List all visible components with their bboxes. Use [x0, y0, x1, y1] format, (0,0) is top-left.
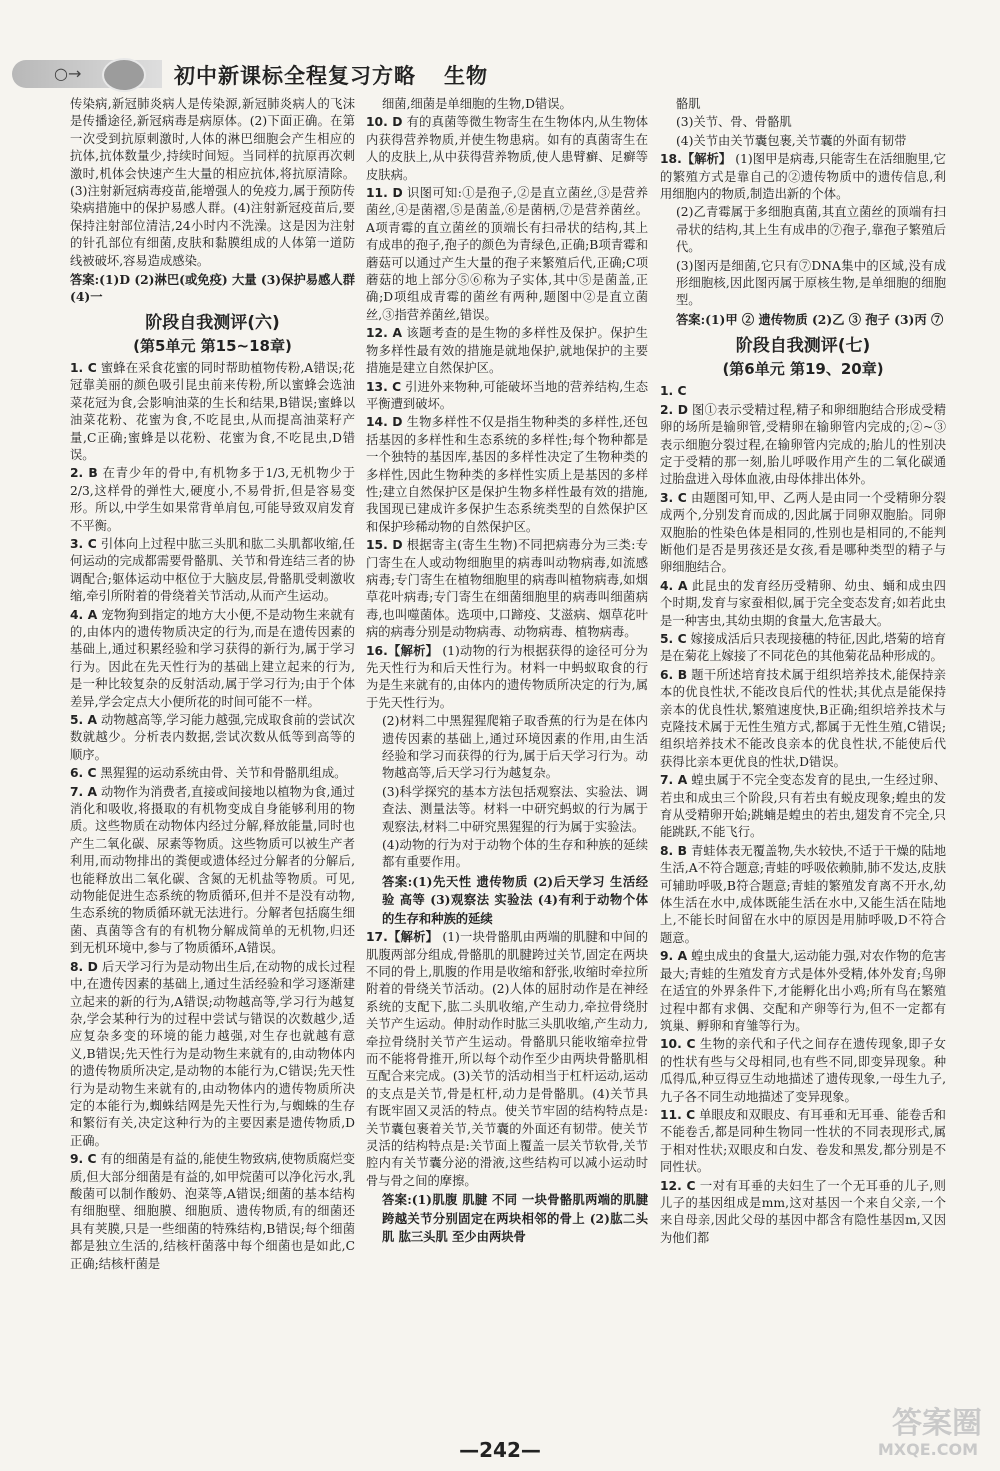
item-text: 题干所述培育技术属于组织培养技术,能保持亲本的优良性状,不能改良后代的性状;其优点是能保持亲本的优良性状,繁殖速度快,B正确;组织培养技术与克隆技术属于无性生殖方式,都属于无性生殖,C错误;组织培养技术不能改良亲本的优良性状,不能使后代获得比亲本更优良的性状,D错误。 — [660, 667, 946, 769]
item-number: 3. C — [660, 490, 687, 505]
item-number: 8. D — [70, 959, 98, 974]
item-text: 后天学习行为是动物出生后,在动物的成长过程中,在遗传因素的基础上,通过生活经验和学习逐渐建立起来的新的行为,A错误;动物越高等,学习行为越复杂,学会某种行为的过程中尝试与错误的次数越少,适应复杂多变的环境的能力越强,对生存也就越有意义,B错误;先天性行为是动物生来就有的,由动物体内的遗传物质所决定,是动物的本能行为,C错误;先天性行为是动物生来就有的,由动物体内的遗传物质所决定的本能行为,蜘蛛结网是先天性行为,与蜘蛛的生存和繁衍有关,决定这种行为的主要因素是遗传物质,D正确。 — [70, 959, 355, 1148]
answer-line: 答案:(1)D (2)淋巴(或免疫) 大量 (3)保护易感人群 (4)一 — [70, 272, 355, 305]
item-text: (2)乙青霉属于多细胞真菌,其直立菌丝的顶端有扫帚状的结构,其上生有成串的⑦孢子,靠孢子繁殖后代。 — [676, 205, 946, 255]
answer-item — [70, 607, 355, 711]
item-number: 6. C — [70, 766, 97, 781]
answer-item — [70, 712, 355, 764]
item-text: 单眼皮和双眼皮、有耳垂和无耳垂、能卷舌和不能卷舌,都是同种生物同一性状的不同表现形式,属于相对性状;双眼皮和白发、卷发和黑发,都分别是不同性状。 — [660, 1107, 946, 1175]
item-number: 17.【解析】 — [366, 930, 439, 945]
section-subtitle-6: (第5单元 第15~18章) — [133, 336, 292, 355]
item-number: 7. A — [660, 773, 688, 788]
answer-item — [366, 537, 648, 641]
answer-item — [70, 765, 355, 782]
watermark-logo: 答案圈 — [892, 1406, 982, 1441]
answer-item — [366, 114, 648, 184]
answer-item — [660, 114, 946, 131]
book-title: 初中新课标全程复习方略 — [174, 64, 416, 88]
item-text: 有的细菌是有益的,能使生物致病,使物质腐烂变质,但大部分细菌是有益的,如甲烷菌可以净化污水,乳酸菌可以制作酸奶、泡菜等,A错误;细菌的基本结构有细胞壁、细胞膜、细胞质、遗传物质,有的细菌还具有荚膜,只是一些细菌的特殊结构,B错误;每个细菌都是独立生活的,结核杆菌落中每个细菌也是如此,C正确;结核杆菌是 — [70, 1152, 355, 1271]
item-text: 图①表示受精过程,精子和卵细胞结合形成受精卵的场所是输卵管,受精卵在输卵管内完成的;②~③表示细胞分裂过程,在输卵管内完成的;胎儿的性别决定于受精的那一刻,胎儿呼吸作用产生的二氧化碳通过胎盘进入母体血液,由母体排出体外。 — [660, 402, 946, 487]
column-3 — [660, 96, 946, 1426]
item-number: 5. C — [660, 631, 687, 646]
item-number: 18.【解析】 — [660, 152, 732, 167]
question-list — [70, 360, 355, 1273]
answer-item — [660, 578, 946, 630]
item-number: 4. A — [70, 607, 98, 622]
answer-item — [366, 784, 648, 836]
item-text: 识图可知:①是孢子,②是直立菌丝,③是营养菌丝,④是菌褶,⑤是菌盖,⑥是菌柄,⑦是营养菌丝。A项青霉的直立菌丝的顶端长有扫帚状的结构,其上有成串的孢子,孢子的颜色为青绿色,正确;B项青霉和蘑菇可以通过产生大量的孢子来繁殖后代,正确;C项蘑菇的地上部分⑤⑥称为子实体,其中⑤是菌盖,正确;D项组成青霉的菌丝有两种,题图中②是直立菌丝,③指营养菌丝,错误。 — [366, 186, 648, 322]
item-number: 2. B — [70, 466, 98, 481]
answer-item — [366, 379, 648, 414]
answer-item — [660, 772, 946, 842]
item-number: 2. D — [660, 402, 688, 417]
item-text: 青蛙体表无覆盖物,失水较快,不适于干燥的陆地生活,A不符合题意;青蛙的呼吸依赖肺,肺不发达,皮肤可辅助呼吸,B符合题意;青蛙的繁殖发育离不开水,幼体生活在水中,成体既能生活在水中,又能生活在陆地上,不能长时间留在水中的原因是用肺呼吸,D不符合题意。 — [660, 843, 946, 945]
item-text: 嫁接成活后只表现接穗的特征,因此,塔菊的培育是在菊花上嫁接了不同花色的其他菊花品种形成的。 — [660, 631, 946, 664]
item-text: 引体向上过程中肱三头肌和肱二头肌都收缩,任何运动的完成都需要骨骼肌、关节和骨连结三者的协调配合;躯体运动中枢位于大脑皮层,骨骼肌受刺激收缩,牵引所附着的骨绕着关节活动,从而产生运动。 — [70, 536, 355, 604]
answer-item — [660, 258, 946, 310]
paragraph: 传染病,新冠肺炎病人是传染源,新冠肺炎病人的飞沫是传播途径,新冠病毒是病原体。(2)下面正确。在第一次受到抗原刺激时,人体的淋巴细胞会产生相应的抗体,抗体数量少,持续时间短。当同样的抗原再次刺激时,机体会快速产生大量的相应抗体,将抗原清除。(3)注射新冠病毒疫苗,能增强人的免疫力,属于预防传染病措施中的保护易感人群。(4)注射新冠疫苗后,要保持注射部位清洁,24小时内不洗澡。这是因为注射的针孔部位有细菌,皮肤和黏膜组成的人体第一道防线被破坏,容易造成感染。 — [70, 97, 355, 268]
item-text: 此昆虫的发育经历受精卵、幼虫、蛹和成虫四个时期,发育与家蚕相似,属于完全变态发育;如若此虫是一种害虫,其幼虫期的食量大,危害最大。 — [660, 578, 946, 628]
answer-item — [70, 536, 355, 606]
item-number: 1. C — [70, 360, 97, 375]
item-number: 11. C — [660, 1107, 696, 1122]
item-text: (4)关节由关节囊包裹,关节囊的外面有韧带 — [676, 133, 907, 148]
arrow-icon: ○→ — [54, 64, 82, 83]
item-number: 10. D — [366, 115, 403, 130]
item-number: 12. A — [366, 326, 403, 341]
answer-item — [366, 185, 648, 324]
item-text: (3)科学探究的基本方法包括观察法、实验法、调查法、测量法等。材料一中研究蚂蚁的行为属于观察法,材料二中研究黑猩猩的行为属于实验法。 — [382, 784, 648, 834]
answer-item — [366, 713, 648, 783]
answer-item — [660, 133, 946, 150]
item-text: 骼肌 — [676, 97, 701, 111]
item-number: 16.【解析】 — [366, 643, 439, 658]
answer-item — [660, 1178, 946, 1248]
answer-item — [366, 1191, 648, 1246]
answer-item — [660, 96, 946, 113]
answer-item — [660, 383, 946, 400]
item-text: 蜜蜂在采食花蜜的同时帮助植物传粉,A错误;花冠靠美丽的颜色吸引昆虫前来传粉,所以蜜蜂会选油菜花冠为食,会影响油菜的生长和结果,B错误;蜜蜂以油菜花粉、花蜜为食,不吃昆虫,从而提高油菜籽产量,C正确;蜜蜂是以花粉、花蜜为食,不吃昆虫,D错误。 — [70, 360, 355, 462]
answer-item — [660, 948, 946, 1035]
item-text: 在青少年的骨中,有机物多于1/3,无机物少于2/3,这样骨的弹性大,硬度小,不易骨折,但是容易变形。所以,中学生如果常背单肩包,可能导致双肩发育不平衡。 — [70, 466, 355, 533]
answer-item — [366, 837, 648, 872]
item-text: 生物的亲代和子代之间存在遗传现象,即子女的性状有些与父母相同,也有些不同,即变异现象。种瓜得瓜,种豆得豆生动地描述了遗传现象,一母生九子,九子各不同生动地描述了变异现象。 — [660, 1037, 946, 1104]
item-number: 5. A — [70, 713, 98, 727]
item-text: 该题考查的是生物的多样性及保护。保护生物多样性最有效的措施是就地保护,就地保护的主要措施是建立自然保护区。 — [366, 326, 648, 376]
item-text: 由题图可知,甲、乙两人是由同一个受精卵分裂成两个,分别发育而成的,因此属于同卵双胞胎。同卵双胞胎的性染色体是相同的,性别也是相同的,不能判断他们是否是男孩还是女孩,看是哪种类型的精子与卵细胞结合。 — [660, 490, 946, 575]
answer-item — [366, 96, 648, 113]
item-number: 12. C — [660, 1178, 696, 1193]
answer-item — [660, 402, 946, 489]
answer-item — [660, 204, 946, 256]
section-title-6: 阶段自我测评(六) — [145, 312, 280, 333]
item-number: 15. D — [366, 538, 403, 553]
answer-item — [660, 490, 946, 577]
answer-item — [70, 959, 355, 1150]
item-text: 答案:(1)先天性 遗传物质 (2)后天学习 生活经验 高等 (3)观察法 实验法 (4)有利于动物个体的生存和种族的延续 — [382, 873, 648, 926]
item-text: 宠物狗到指定的地方大小便,不是动物生来就有的,由体内的遗传物质决定的行为,而是在遗传因素的基础上,通过积累经验和学习获得的新行为,属于学习行为。因此在先天性行为的基础上建立起来的行为,是一种比较复杂的反射活动,属于学习行为;由于个体差异,学会定点大小便所花的时间可能不一样。 — [70, 607, 355, 709]
item-number: 11. D — [366, 186, 403, 201]
item-text: 动物越高等,学习能力越强,完成取食前的尝试次数就越少。分析表内数据,尝试次数从低等到高等的顺序。 — [70, 713, 355, 762]
item-text: 答案:(1)甲 ② 遗传物质 (2)乙 ③ 孢子 (3)丙 ⑦ — [676, 311, 944, 327]
answer-item — [70, 465, 355, 535]
answer-item — [70, 360, 355, 464]
item-number: 13. C — [366, 379, 402, 394]
item-number: 14. D — [366, 415, 403, 430]
answer-item — [70, 1151, 355, 1273]
subject-label: 生物 — [444, 64, 488, 88]
page-header — [12, 56, 988, 92]
item-number: 6. B — [660, 667, 688, 682]
item-text: (3)关节、骨、骨骼肌 — [676, 115, 792, 130]
item-text: 细菌,细菌是单细胞的生物,D错误。 — [382, 97, 572, 111]
answer-item — [660, 1036, 946, 1106]
answer-item — [660, 151, 946, 203]
answer-item — [660, 843, 946, 947]
item-number: 9. A — [660, 949, 688, 964]
answer-item — [70, 784, 355, 958]
item-text: (4)动物的行为对于动物个体的生存和种族的延续都有重要作用。 — [382, 838, 648, 870]
item-text: 答案:(1)肌腹 肌腱 不同 一块骨骼肌两端的肌腱跨越关节分别固定在两块相邻的骨上 (2)肱二头肌 肱三头肌 至少由两块骨 — [382, 1192, 648, 1244]
item-text: (2)材料二中黑猩猩爬箱子取香蕉的行为是在体内遗传因素的基础上,通过环境因素的作用,由生活经验和学习而获得的行为,属于后天学习行为。动物越高等,后天学习行为越复杂。 — [382, 714, 648, 781]
item-number: 1. C — [660, 384, 687, 399]
item-text: 一对有耳垂的夫妇生了一个无耳垂的儿子,则儿子的基因组成是mm,这对基因一个来自父亲,一个来自母亲,因此父母的基因中都含有隐性基因m,又因为他们都 — [660, 1178, 946, 1245]
item-text: 有的真菌等微生物寄生在生物体内,从生物体内获得营养物质,并使生物患病。如有的真菌寄生在人的皮肤上,从中获得营养物质,使人患臂癣、足癣等皮肤病。 — [366, 115, 648, 182]
item-number: 8. B — [660, 843, 687, 858]
question-list — [660, 383, 946, 1247]
item-number: 4. A — [660, 578, 688, 593]
item-text: 根据寄主(寄生生物)不同把病毒分为三类:专门寄生在人或动物细胞里的病毒叫动物病毒,如流感病毒;专门寄生在植物细胞里的病毒叫植物病毒,如烟草花叶病毒;专门寄生在细菌细胞里的病毒叫细菌病毒,也叫噬菌体。选项中,口蹄疫、艾滋病、烟草花叶病的病毒分别是动物病毒、动物病毒、植物病毒。 — [366, 538, 648, 640]
page-number: —242— — [459, 1438, 541, 1462]
item-text: (1)一块骨骼肌由两端的肌腱和中间的肌腹两部分组成,骨骼肌的肌腱跨过关节,固定在两块不同的骨上,肌腹的作用是收缩和舒张,收缩时牵拉所附着的骨绕关节活动。(2)人体的屈肘动作是在神经系统的支配下,肱二头肌收缩,产生动力,牵拉骨绕肘关节产生运动。伸肘动作时肱三头肌收缩,产生动力,牵拉骨绕肘关节产生运动。骨骼肌只能收缩牵拉骨而不能将骨推开,所以每个动作至少由两块骨骼肌相互配合来完成。(3)关节的活动相当于杠杆运动,运动的支点是关节,骨是杠杆,动力是骨骼肌。(4)关节具有既牢固又灵活的特点。使关节牢固的结构特点是:关节囊包裹着关节,关节囊的外面还有韧带。使关节灵活的结构特点是:关节面上覆盖一层关节软骨,关节腔内有关节囊分泌的滑液,这些结构可以减小运动时骨与骨之间的摩擦。 — [366, 930, 648, 1188]
item-number: 7. A — [70, 784, 98, 799]
item-number: 9. C — [70, 1152, 97, 1167]
item-text: 生物多样性不仅是指生物种类的多样性,还包括基因的多样性和生态系统的多样性;每个物种都是一个独特的基因库,基因的多样性决定了生物种类的多样性,因此生物种类的多样性实质上是基因的多样性;建立自然保护区是保护生物多样性最有效的措施,我国现已建成许多保护生态系统类型的自然保护区和保护珍稀动物的自然保护区。 — [366, 415, 648, 534]
book-logo-icon — [102, 58, 146, 92]
item-text: (3)图丙是细菌,它只有⑦DNA集中的区域,没有成形细胞核,因此图丙属于原核生物,是单细胞的细胞型。 — [676, 258, 946, 308]
answer-item — [660, 311, 946, 329]
header-title — [174, 60, 488, 90]
item-text: 引进外来物种,可能破坏当地的营养结构,生态平衡遭到破坏。 — [366, 379, 648, 411]
watermark-url: MXQE.COM — [877, 1440, 978, 1459]
question-list — [660, 96, 946, 329]
column-1 — [70, 96, 355, 1436]
section-subtitle-7: (第6单元 第19、20章) — [722, 360, 884, 379]
item-text: 蝗虫属于不完全变态发育的昆虫,一生经过卵、若虫和成虫三个阶段,只有若虫有蜕皮现象;蝗虫的发育从受精卵开始;跳蝻是蝗虫的若虫,翅发育不完全,只能跳跃,不能飞行。 — [660, 773, 946, 840]
item-text: (1)图甲是病毒,只能寄生在活细胞里,它的繁殖方式是靠自己的②遗传物质中的遗传信息,利用细胞内的物质,制造出新的个体。 — [660, 152, 946, 202]
item-text: (1)动物的行为根据获得的途径可分为先天性行为和后天性行为。材料一中蚂蚁取食的行为是生来就有的,由体内的遗传物质所决定的行为,属于先天性行为。 — [366, 643, 648, 710]
answer-item — [366, 929, 648, 1190]
answer-item — [660, 631, 946, 666]
answer-item — [366, 643, 648, 713]
item-number: 3. C — [70, 536, 97, 551]
question-list — [366, 96, 648, 1246]
item-text: 动物作为消费者,直接或间接地以植物为食,通过消化和吸收,将摄取的有机物变成自身能够利用的物质。这些物质在动物体内经过分解,释放能量,同时也产生二氧化碳、尿素等物质。这些物质可以被生产者利用,而动物排出的粪便或遗体经过分解者的分解后,也能释放出二氧化碳、含氮的无机盐等物质。可见,动物能促进生态系统的物质循环,但并不是没有动物,生态系统的物质循环就无法进行。分解者包括腐生细菌、真菌等含有的有机物分解成简单的无机物,归还到无机环境中,参与了物质循环,A错误。 — [70, 784, 355, 956]
item-text: 蝗虫成虫的食量大,运动能力强,对农作物的危害最大;青蛙的生殖发育方式是体外受精,体外发育;鸟卵在适宜的外界条件下,才能孵化出小鸡;所有鸟在繁殖过程中都有求偶、交配和产卵等行为,但不一定都有筑巢、孵卵和育雏等行为。 — [660, 949, 946, 1033]
answer-item — [366, 873, 648, 928]
answer-item — [660, 667, 946, 771]
answer-item — [660, 1107, 946, 1177]
section-title-7: 阶段自我测评(七) — [735, 336, 871, 357]
item-number: 10. C — [660, 1037, 696, 1052]
item-text: 黑猩猩的运动系统由骨、关节和骨骼肌组成。 — [100, 766, 347, 781]
column-2 — [366, 96, 648, 1436]
answer-item — [366, 325, 648, 377]
answer-item — [366, 414, 648, 536]
